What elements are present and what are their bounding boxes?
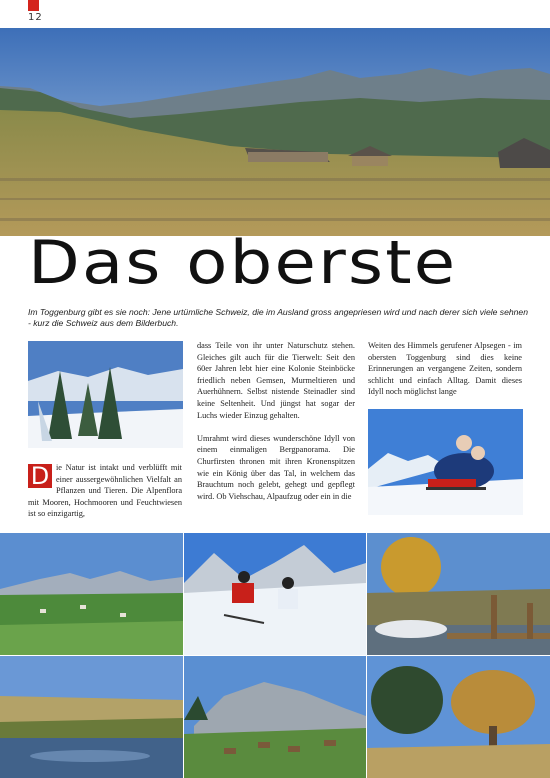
photo-sledding-family (368, 409, 523, 515)
hero-photo-alpine-meadow (0, 28, 550, 236)
article-column-3: Weiten des Himmels gerufener Alpsegen - im obersten Toggenburg sind dies keine Erinnerungen an vergangene Zeiten, sondern schlicht und einfach Alltag. Damit dieses Idyll noch möglichst lange (368, 341, 522, 397)
page-number: 12 (28, 12, 43, 23)
column-2-paragraph-2: Umrahmt wird dieses wunderschöne Idyll von einem einmaligen Bergpanorama. Die Churfirsten thronen mit ihren Kronenspitzen wie ein König über das Tal, in welchem das Brauchtum noch gelebt, gehegt und gepflegt wird. Ob Viehschau, Alpaufzug oder ein in die (197, 433, 355, 501)
photo-snowy-firs (28, 341, 183, 448)
column-2-paragraph-1: dass Teile von ihr unter Naturschutz stehen. Gleiches gilt auch für die Tierwelt: Seit den 60er Jahren lebt hier eine Kolonie Steinböcke friedlich neben Gemsen, Murmeltieren und Auerhühnern. Selbst nistende Steinadler sind keine Seltenheit. Und jüngst hat sogar der Luchs wieder Einzug gehalten. (197, 341, 355, 420)
article-column-2 (197, 340, 355, 502)
photo-cows-mountains (184, 656, 366, 778)
article-headline: Das oberste (28, 228, 458, 298)
photo-lake-boat (367, 533, 550, 655)
article-column-1 (28, 462, 182, 520)
dropcap: D (28, 464, 52, 488)
photo-valley-village (0, 533, 183, 655)
photo-moor-lake (0, 656, 183, 778)
page-number-marker (28, 0, 39, 11)
photo-autumn-tree (367, 656, 550, 778)
photo-skiers (184, 533, 366, 655)
article-intro: Im Toggenburg gibt es sie noch: Jene urtümliche Schweiz, die im Ausland gross angepriesen wird und nach derer sich viele sehnen - kurz die Schweiz aus dem Bilderbuch. (28, 307, 528, 328)
column-1-text: ie Natur ist intakt und verblüfft mit einer aussergewöhnlichen Vielfalt an Pflanzen und Tieren. Die Alpenflora mit Mooren, Hochmooren und Feuchtwiesen ist so einzigartig, (28, 463, 182, 519)
